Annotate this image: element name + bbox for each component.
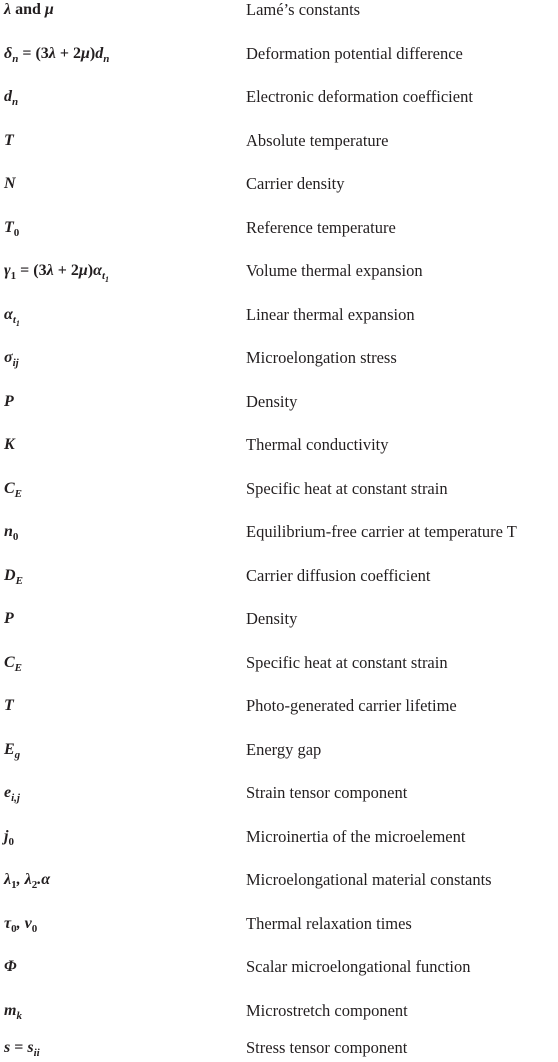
symbol-cell: P bbox=[4, 610, 14, 627]
symbol-cell: $e_{i,j}$ bbox=[4, 784, 20, 805]
table-row bbox=[0, 740, 558, 764]
description-cell: Strain tensor component bbox=[246, 783, 408, 802]
description-cell: Reference temperature bbox=[246, 217, 396, 237]
symbol-cell: K bbox=[4, 436, 15, 453]
table-row bbox=[0, 87, 558, 111]
table-row bbox=[0, 44, 558, 68]
table-row bbox=[0, 1038, 558, 1062]
description-cell: Deformation potential difference bbox=[246, 43, 463, 63]
symbol-cell: $C_E$ bbox=[4, 479, 23, 500]
description-cell: Energy gap bbox=[246, 739, 322, 759]
symbol-cell: $T_0$ bbox=[4, 218, 20, 239]
description-cell: Stress tensor component bbox=[246, 1038, 408, 1057]
description-cell: Electronic deformation coefficient bbox=[246, 87, 473, 106]
description-cell: Lamé’s constants bbox=[246, 0, 361, 19]
description-cell: Specific heat at constant strain bbox=[246, 652, 448, 672]
description-cell: Linear thermal expansion bbox=[246, 304, 415, 324]
table-row bbox=[0, 566, 558, 590]
symbol-cell: λ and μ bbox=[4, 1, 54, 18]
table-row bbox=[0, 261, 558, 285]
table-row bbox=[0, 174, 558, 198]
table-row bbox=[0, 653, 558, 677]
symbol-cell: T bbox=[4, 131, 14, 149]
description-cell: Thermal relaxation times bbox=[246, 913, 412, 933]
table-row bbox=[0, 392, 558, 416]
description-cell: Photo-generated carrier lifetime bbox=[246, 696, 457, 715]
symbol-cell: $\gamma_1 = (3\lambda + 2\mu)\alpha_{t_1}$ bbox=[4, 262, 109, 285]
symbol-cell: T bbox=[4, 697, 14, 714]
table-row bbox=[0, 783, 558, 807]
symbol-cell: Φ bbox=[4, 958, 17, 975]
symbol-cell: $E_g$ bbox=[4, 740, 21, 761]
description-cell: Absolute temperature bbox=[246, 130, 389, 150]
symbol-cell: $\delta_n = (3\lambda + 2\mu)d_n$ bbox=[4, 44, 110, 65]
description-cell: Microelongational material constants bbox=[246, 870, 492, 889]
symbol-cell: N bbox=[4, 175, 16, 192]
symbol-cell: $s = s_{ii}$ bbox=[4, 1039, 40, 1060]
description-cell: Carrier diffusion coefficient bbox=[246, 565, 431, 585]
symbol-cell: $m_k$ bbox=[4, 1001, 22, 1022]
symbol-cell: $\sigma_{ij}$ bbox=[4, 349, 19, 370]
description-cell: Density bbox=[246, 609, 298, 628]
description-cell: Specific heat at constant strain bbox=[246, 478, 448, 498]
description-cell: Carrier density bbox=[246, 174, 345, 193]
symbol-cell: P bbox=[4, 392, 14, 410]
description-cell: Volume thermal expansion bbox=[246, 261, 423, 280]
description-cell: Thermal conductivity bbox=[246, 435, 389, 454]
table-row bbox=[0, 305, 558, 329]
table-row bbox=[0, 696, 558, 720]
symbol-cell: $n_0$ bbox=[4, 523, 19, 544]
table-row bbox=[0, 914, 558, 938]
description-cell: Scalar microelongational function bbox=[246, 957, 471, 976]
table-row bbox=[0, 870, 558, 894]
table-row bbox=[0, 1001, 558, 1025]
symbol-cell: $d_n$ bbox=[4, 88, 19, 109]
symbol-cell: $C_E$ bbox=[4, 653, 23, 674]
table-row bbox=[0, 435, 558, 459]
table-row bbox=[0, 218, 558, 242]
description-cell: Microelongation stress bbox=[246, 348, 397, 367]
description-cell: Density bbox=[246, 391, 298, 411]
table-row bbox=[0, 957, 558, 981]
symbol-cell: $\tau_0$, $\nu_0$ bbox=[4, 914, 38, 935]
table-row bbox=[0, 0, 558, 24]
symbol-cell: $D_E$ bbox=[4, 566, 23, 587]
table-row bbox=[0, 609, 558, 633]
symbol-cell: $\lambda_1$, $\lambda_2.\alpha$ bbox=[4, 871, 51, 892]
table-row bbox=[0, 827, 558, 851]
table-row bbox=[0, 131, 558, 155]
table-row bbox=[0, 479, 558, 503]
symbol-cell: $\alpha_{t_1}$ bbox=[4, 305, 20, 328]
description-cell: Microinertia of the microelement bbox=[246, 826, 466, 846]
description-cell: Microstretch component bbox=[246, 1000, 408, 1020]
table-row bbox=[0, 522, 558, 546]
symbol-cell: $j_0$ bbox=[4, 827, 14, 848]
description-cell: Equilibrium-free carrier at temperature T bbox=[246, 522, 517, 541]
table-row bbox=[0, 348, 558, 372]
